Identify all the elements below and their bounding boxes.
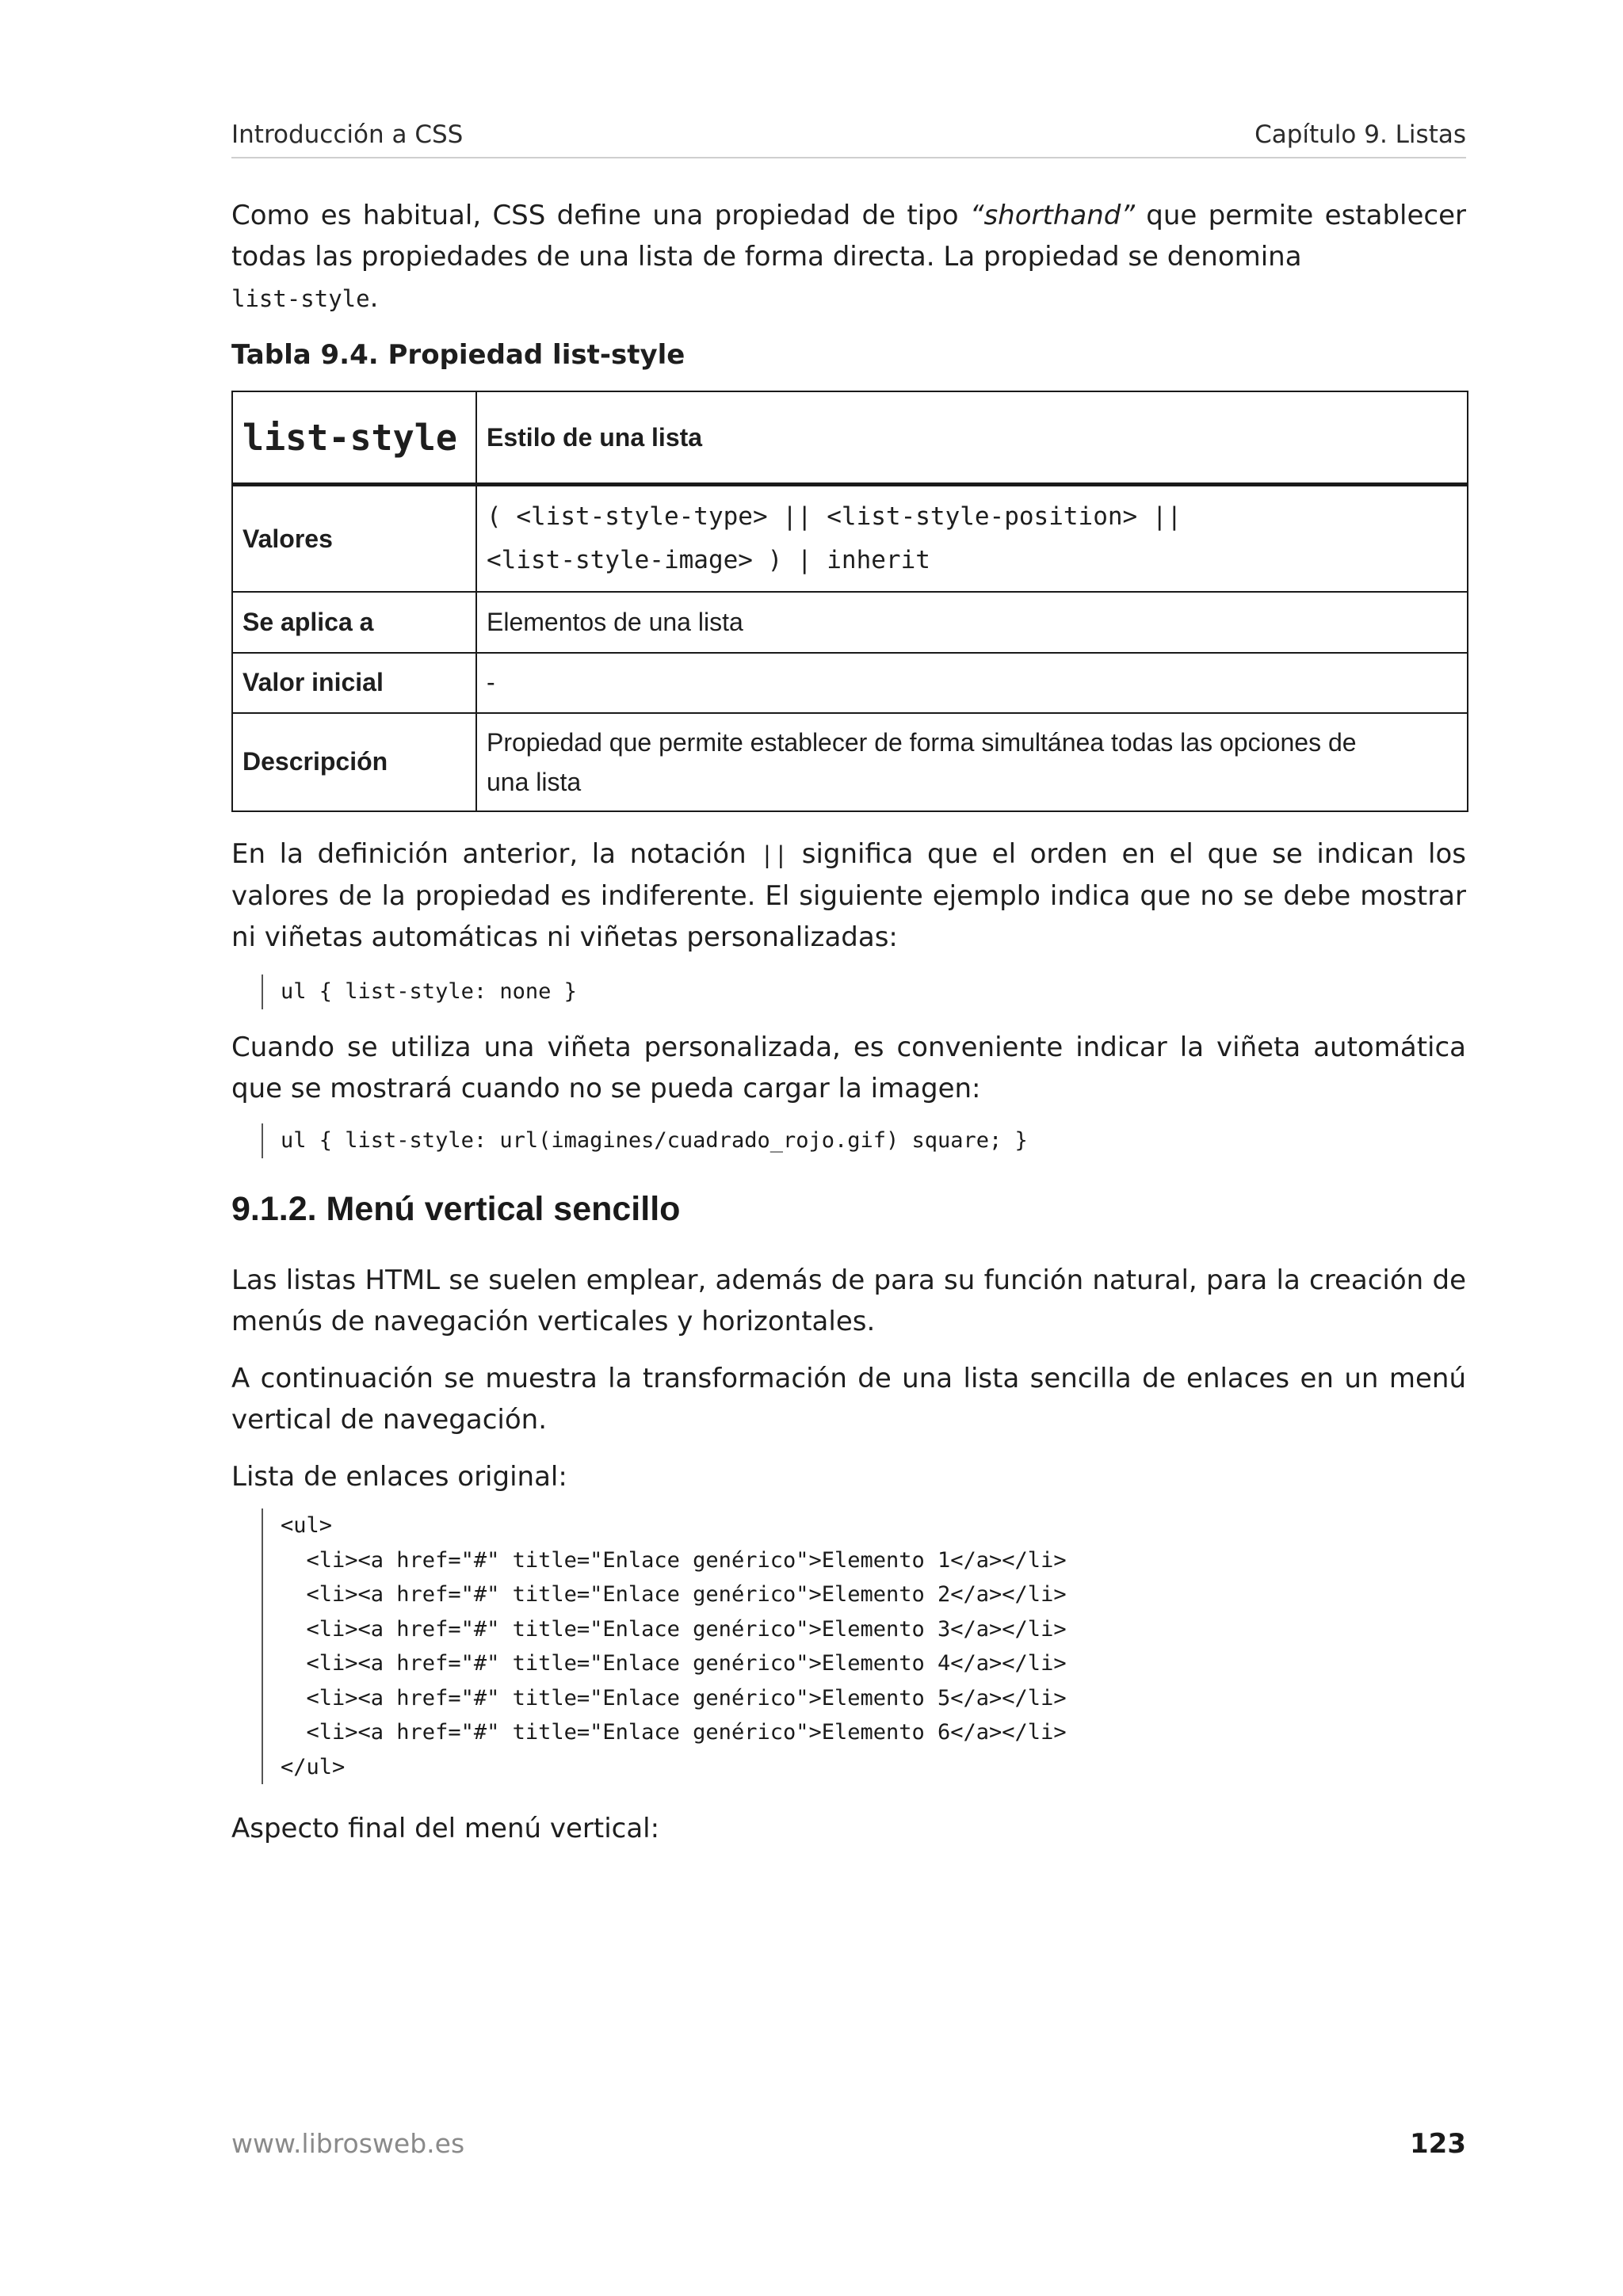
section-paragraph-1: Las listas HTML se suelen emplear, además de para su función natural, para la creación de menús de navegación verticales y horizontales. (231, 1264, 1466, 1337)
intro-tail (231, 277, 1466, 319)
section-paragraph-3: Lista de enlaces original: (231, 1461, 567, 1493)
code-line: <li><a href="#" title="Enlace genérico">Elemento 6</a></li> (281, 1720, 1067, 1745)
values-syntax-line: <list-style-image> ) | inherit (487, 546, 930, 575)
table-row-label: Valores (232, 485, 476, 593)
section-heading: 9.1.2. Menú vertical sencillo (231, 1190, 681, 1228)
section-paragraph-2: A continuación se muestra la transformación de una lista sencilla de enlaces en un menú vertical de navegación. (231, 1363, 1466, 1436)
intro-code: list-style (231, 285, 370, 312)
section-paragraph-4: Aspecto final del menú vertical: (231, 1813, 660, 1844)
notation-text-cont: significa que el orden en el que se indican los valores de la propiedad es indiferente. El siguiente ejemplo indica que no se debe mostrar ni viñetas automáticas ni viñetas personalizadas: (231, 838, 1466, 953)
code-line: <li><a href="#" title="Enlace genérico">Elemento 5</a></li> (281, 1685, 1067, 1711)
code-line: <li><a href="#" title="Enlace genérico">Elemento 4</a></li> (281, 1651, 1067, 1676)
header-book-title: Introducción a CSS (231, 120, 464, 149)
code-block-list-style-none: ul { list-style: none } (262, 974, 577, 1009)
table-row (232, 713, 1468, 811)
description-line: una lista (487, 767, 582, 796)
table-header-row (232, 391, 1468, 485)
table-row-label: Se aplica a (232, 592, 476, 652)
table-row-value (476, 485, 1468, 593)
code-block-list-style-url: ul { list-style: url(imagines/cuadrado_rojo.gif) square; } (262, 1123, 1028, 1158)
code-line: </ul> (281, 1754, 346, 1779)
code-line: <ul> (281, 1513, 333, 1538)
description-line: Propiedad que permite establecer de forma simultánea todas las opciones de (487, 727, 1357, 757)
custom-bullet-paragraph: Cuando se utiliza una viñeta personalizada, es conveniente indicar la viñeta automática que se mostrará cuando no se pueda cargar la imagen: (231, 1032, 1466, 1104)
table-row-label: Valor inicial (232, 653, 476, 713)
table-row-value: - (476, 653, 1468, 713)
code-line: <li><a href="#" title="Enlace genérico">Elemento 3</a></li> (281, 1616, 1067, 1642)
table-row (232, 485, 1468, 593)
intro-text-cont: que permite establecer todas las propiedades de una lista de forma directa. La propiedad se denomina (231, 200, 1466, 273)
intro-emphasis: “shorthand” (969, 200, 1135, 231)
table-property-summary: Estilo de una lista (476, 391, 1468, 485)
table-property-name: list-style (232, 391, 476, 485)
intro-text: Como es habitual, CSS define una propiedad de tipo (231, 200, 970, 231)
running-header (231, 119, 1466, 158)
table-caption: Tabla 9.4. Propiedad list-style (231, 339, 685, 371)
table-row-label: Descripción (232, 713, 476, 811)
table-row-value: Elementos de una lista (476, 592, 1468, 652)
values-syntax-line: ( <list-style-type> || <list-style-position> || (487, 502, 1182, 532)
table-row (232, 653, 1468, 713)
notation-paragraph (231, 833, 1466, 958)
code-line: <li><a href="#" title="Enlace genérico">Elemento 2</a></li> (281, 1582, 1067, 1607)
footer-page-number: 123 (1410, 2128, 1466, 2160)
code-line: <li><a href="#" title="Enlace genérico">Elemento 1</a></li> (281, 1547, 1067, 1573)
table-row (232, 592, 1468, 652)
code-block-link-list (262, 1508, 1067, 1784)
table-row-value (476, 713, 1468, 811)
notation-text: En la definición anterior, la notación (231, 838, 761, 870)
notation-code: || (760, 841, 789, 868)
intro-paragraph (231, 195, 1466, 319)
property-table (231, 391, 1468, 812)
header-chapter-title: Capítulo 9. Listas (1254, 120, 1466, 149)
intro-end: . (369, 282, 379, 314)
footer-site: www.librosweb.es (231, 2128, 465, 2159)
